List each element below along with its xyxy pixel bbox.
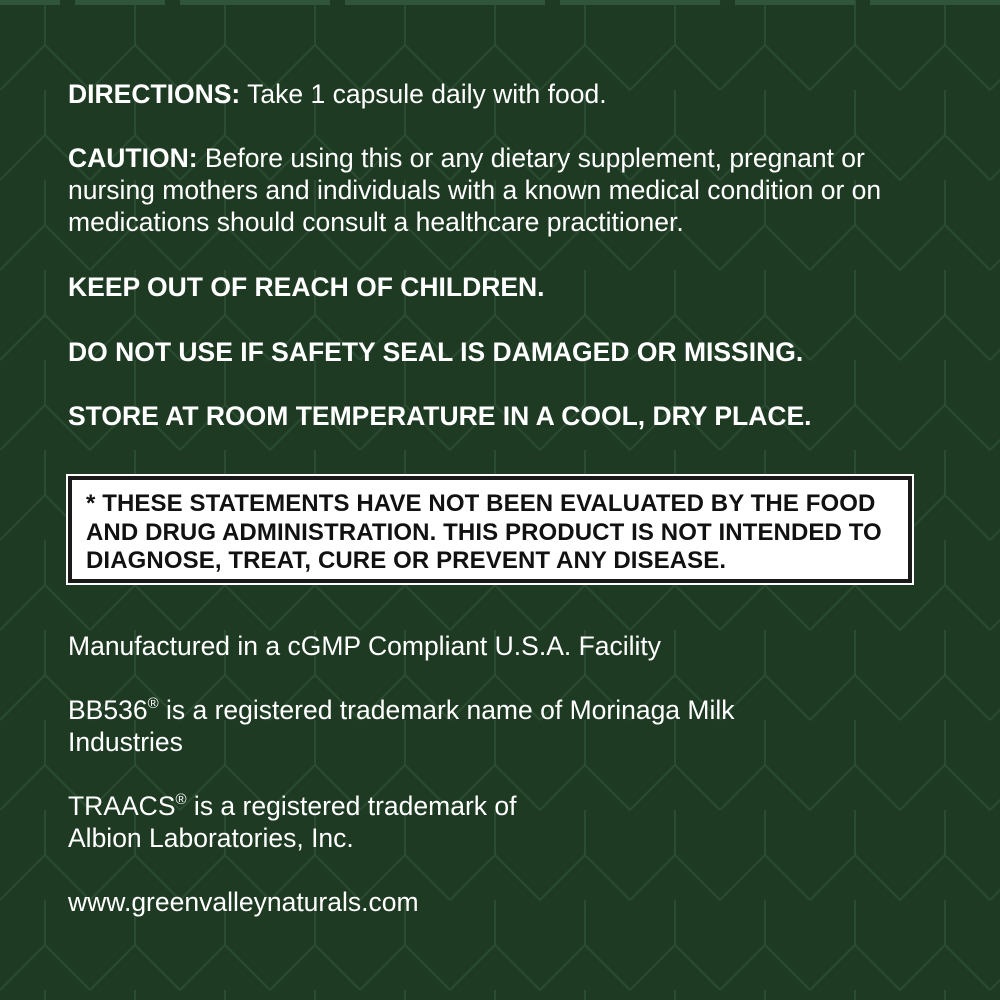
pattern-chevron [270, 990, 360, 1000]
pattern-chevron [900, 630, 990, 720]
pattern-chevron [990, 810, 1000, 900]
pattern-chevron [990, 450, 1000, 540]
pattern-chevron [990, 360, 1000, 450]
pattern-chevron [630, 0, 720, 90]
pattern-chevron [900, 720, 990, 810]
pattern-chevron [0, 0, 90, 90]
pattern-chevron [990, 270, 1000, 360]
pattern-chevron [990, 630, 1000, 720]
pattern-chevron [180, 0, 270, 90]
traacs-text: is a registered trademark of Albion Laboratories, Inc. [68, 791, 517, 853]
directions-text [68, 78, 948, 110]
fda-disclaimer-box [68, 476, 912, 583]
pattern-chevron [450, 0, 540, 90]
manufactured-statement: Manufactured in a cGMP Compliant U.S.A. Facility [68, 631, 662, 661]
pattern-chevron [90, 0, 180, 90]
keep-out-warning: KEEP OUT OF REACH OF CHILDREN. [68, 272, 545, 302]
storage-warning: STORE AT ROOM TEMPERATURE IN A COOL, DRY PLACE. [68, 401, 812, 431]
pattern-chevron [360, 990, 450, 1000]
pattern-chevron [900, 540, 990, 630]
pattern-chevron [900, 450, 990, 540]
pattern-chevron [810, 0, 900, 90]
pattern-chevron [990, 0, 1000, 90]
safety-seal-warning: DO NOT USE IF SAFETY SEAL IS DAMAGED OR MISSING. [68, 337, 804, 367]
pattern-chevron [90, 990, 180, 1000]
bb536-name: BB536 [68, 695, 148, 725]
pattern-chevron [810, 360, 900, 450]
pattern-chevron [270, 0, 360, 90]
pattern-chevron [900, 270, 990, 360]
caution-text [68, 142, 948, 238]
directions-label: DIRECTIONS: [68, 79, 241, 109]
registered-mark: ® [147, 695, 159, 712]
pattern-chevron [900, 0, 990, 90]
pattern-chevron [720, 0, 810, 90]
pattern-chevron [810, 270, 900, 360]
pattern-chevron [540, 0, 630, 90]
pattern-chevron [990, 900, 1000, 990]
caution-body: Before using this or any dietary supplement, pregnant or nursing mothers and individuals with a known medical condition or on medications should consult a healthcare practitioner. [68, 143, 882, 237]
traacs-trademark-note [68, 790, 588, 854]
pattern-chevron [810, 720, 900, 810]
pattern-chevron [990, 180, 1000, 270]
pattern-chevron [990, 540, 1000, 630]
website-url: www.greenvalleynaturals.com [68, 887, 419, 917]
top-decorative-strip [0, 0, 1000, 8]
pattern-chevron [900, 810, 990, 900]
pattern-chevron [630, 990, 720, 1000]
caution-label: CAUTION: [68, 143, 198, 173]
pattern-chevron [900, 900, 990, 990]
traacs-name: TRAACS [68, 791, 176, 821]
registered-mark: ® [175, 791, 187, 808]
pattern-chevron [900, 360, 990, 450]
pattern-chevron [900, 990, 990, 1000]
pattern-chevron [540, 990, 630, 1000]
pattern-chevron [0, 990, 90, 1000]
pattern-chevron [990, 720, 1000, 810]
pattern-chevron [990, 990, 1000, 1000]
pattern-chevron [360, 0, 450, 90]
pattern-chevron [180, 990, 270, 1000]
pattern-chevron [720, 990, 810, 1000]
bb536-text: is a registered trademark name of Morinaga Milk Industries [68, 695, 735, 757]
pattern-chevron [990, 90, 1000, 180]
pattern-chevron [810, 990, 900, 1000]
fda-disclaimer-text: * THESE STATEMENTS HAVE NOT BEEN EVALUATED BY THE FOOD AND DRUG ADMINISTRATION. THIS PRODUCT IS NOT INTENDED TO DIAGNOSE, TREAT, CURE OR PREVENT ANY DISEASE. [86, 490, 882, 574]
directions-body: Take 1 capsule daily with food. [247, 79, 607, 109]
pattern-chevron [450, 990, 540, 1000]
bb536-trademark-note [68, 694, 768, 758]
